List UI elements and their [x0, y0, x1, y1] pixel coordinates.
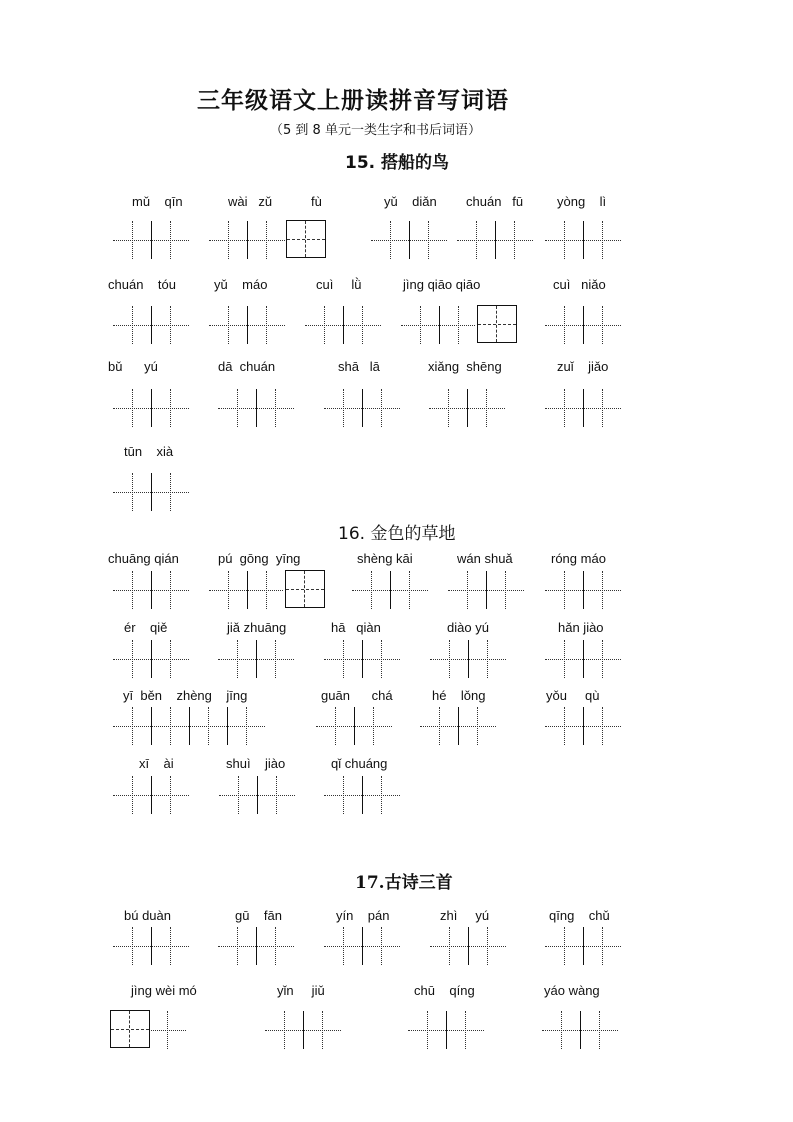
writing-grid[interactable]	[324, 389, 400, 427]
writing-grid[interactable]	[324, 640, 400, 678]
cell-separator	[458, 707, 459, 745]
character-cell[interactable]	[113, 571, 151, 609]
cell-separator	[189, 707, 190, 745]
character-cell[interactable]	[439, 306, 477, 344]
character-cell[interactable]	[429, 389, 467, 427]
writing-grid[interactable]	[113, 306, 189, 344]
writing-grid[interactable]	[401, 306, 515, 344]
writing-grid[interactable]	[316, 707, 392, 745]
character-cell[interactable]	[408, 1011, 446, 1049]
lesson-17-heading: 17.古诗三首	[355, 873, 453, 893]
character-cell[interactable]	[303, 1011, 341, 1049]
character-cell[interactable]	[583, 640, 621, 678]
writing-grid[interactable]	[420, 707, 496, 745]
writing-grid[interactable]	[545, 306, 621, 344]
writing-grid[interactable]	[113, 221, 189, 259]
character-cell[interactable]	[218, 389, 256, 427]
cell-separator	[151, 473, 152, 511]
character-cell[interactable]	[256, 927, 294, 965]
character-cell[interactable]	[545, 389, 583, 427]
cell-separator	[151, 640, 152, 678]
writing-grid[interactable]	[545, 389, 621, 427]
writing-grid[interactable]	[430, 640, 506, 678]
pinyin-label: mǔ qīn	[132, 194, 183, 209]
writing-grid[interactable]	[448, 571, 524, 609]
character-cell[interactable]	[468, 927, 506, 965]
writing-grid[interactable]	[352, 571, 428, 609]
cell-separator	[151, 927, 152, 965]
cell-separator	[495, 221, 496, 259]
writing-grid[interactable]	[219, 776, 295, 814]
character-cell[interactable]	[343, 306, 381, 344]
character-cell[interactable]	[545, 640, 583, 678]
pinyin-label: ér qiě	[124, 620, 168, 635]
writing-grid[interactable]	[429, 389, 505, 427]
pinyin-label: dā chuán	[218, 359, 276, 374]
cell-separator	[151, 571, 152, 609]
pinyin-label: chuán fū	[466, 194, 524, 209]
cell-separator	[583, 306, 584, 344]
character-cell[interactable]	[227, 707, 265, 745]
character-cell[interactable]	[113, 306, 151, 344]
pinyin-label: fù	[311, 194, 322, 209]
pinyin-label: wán shuǎ	[457, 551, 513, 566]
character-cell[interactable]	[113, 927, 151, 965]
character-cell[interactable]	[362, 776, 400, 814]
pinyin-label: chū qíng	[414, 983, 475, 998]
cell-separator	[362, 776, 363, 814]
character-cell[interactable]	[430, 927, 468, 965]
pinyin-label: yín pán	[336, 908, 390, 923]
pinyin-label: yǒu qù	[546, 688, 600, 703]
character-cell[interactable]	[113, 221, 151, 259]
character-cell[interactable]	[113, 776, 151, 814]
character-cell[interactable]	[257, 776, 295, 814]
cell-separator	[583, 707, 584, 745]
pinyin-label: cuì niǎo	[553, 277, 606, 292]
page-title: 三年级语文上册读拼音写词语	[197, 88, 509, 114]
character-cell[interactable]	[189, 707, 227, 745]
character-cell[interactable]	[446, 1011, 484, 1049]
character-cell[interactable]	[495, 221, 533, 259]
cell-separator	[468, 927, 469, 965]
pinyin-label: bú duàn	[124, 908, 171, 923]
cell-separator	[439, 306, 440, 344]
character-cell[interactable]	[458, 707, 496, 745]
character-cell[interactable]	[247, 221, 285, 259]
pinyin-label: yǔ diǎn	[384, 194, 437, 209]
character-cell[interactable]	[430, 640, 468, 678]
writing-grid[interactable]	[324, 776, 400, 814]
cell-separator	[362, 927, 363, 965]
character-cell[interactable]	[545, 221, 583, 259]
pinyin-label: hǎn jiào	[558, 620, 604, 635]
character-cell[interactable]	[151, 776, 189, 814]
character-cell[interactable]	[113, 473, 151, 511]
writing-grid[interactable]	[545, 927, 621, 965]
cell-separator	[256, 640, 257, 678]
character-cell[interactable]	[256, 640, 294, 678]
pinyin-label: shā lā	[338, 359, 380, 374]
character-cell[interactable]	[218, 927, 256, 965]
character-cell[interactable]	[151, 707, 189, 745]
writing-grid[interactable]	[113, 473, 189, 511]
character-cell[interactable]	[209, 306, 247, 344]
cell-separator	[583, 221, 584, 259]
character-cell[interactable]	[305, 306, 343, 344]
lesson-16-heading: 16. 金色的草地	[338, 524, 456, 544]
writing-grid[interactable]	[430, 927, 506, 965]
character-cell[interactable]	[468, 640, 506, 678]
character-cell[interactable]	[324, 927, 362, 965]
cell-separator	[151, 389, 152, 427]
boxed-character-cell[interactable]	[110, 1010, 150, 1048]
writing-grid[interactable]	[542, 1011, 618, 1049]
pinyin-label: guān chá	[321, 688, 393, 703]
cell-separator	[362, 640, 363, 678]
writing-grid[interactable]	[113, 389, 189, 427]
pinyin-label: jìng wèi mó	[131, 983, 197, 998]
pinyin-label: zuǐ jiǎo	[557, 359, 609, 374]
writing-grid[interactable]	[113, 776, 189, 814]
character-cell[interactable]	[324, 389, 362, 427]
writing-grid[interactable]	[218, 640, 294, 678]
writing-grid[interactable]	[113, 640, 189, 678]
pinyin-label: xī ài	[139, 756, 174, 771]
cell-separator	[247, 306, 248, 344]
cell-separator	[583, 571, 584, 609]
character-cell[interactable]	[371, 221, 409, 259]
pinyin-label: wài zǔ	[228, 194, 273, 209]
character-cell[interactable]	[583, 707, 621, 745]
writing-grid[interactable]	[545, 707, 621, 745]
writing-grid[interactable]	[113, 927, 189, 965]
pinyin-label: pú gōng yīng	[218, 551, 301, 566]
character-cell[interactable]	[362, 389, 400, 427]
character-cell[interactable]	[151, 571, 189, 609]
writing-grid[interactable]	[209, 571, 323, 609]
cell-separator	[362, 389, 363, 427]
character-cell[interactable]	[583, 221, 621, 259]
character-cell[interactable]	[151, 306, 189, 344]
character-cell[interactable]	[583, 571, 621, 609]
cell-separator	[227, 707, 228, 745]
character-cell[interactable]	[545, 306, 583, 344]
pinyin-label: diào yú	[447, 620, 489, 635]
character-cell[interactable]	[209, 571, 247, 609]
character-cell[interactable]	[583, 306, 621, 344]
pinyin-label: qīng chǔ	[549, 908, 610, 923]
writing-grid[interactable]	[545, 571, 621, 609]
character-cell[interactable]	[113, 707, 151, 745]
character-cell[interactable]	[409, 221, 447, 259]
writing-grid[interactable]	[408, 1011, 484, 1049]
pinyin-label: hā qiàn	[331, 620, 381, 635]
writing-grid[interactable]	[110, 1011, 186, 1049]
cell-separator	[390, 571, 391, 609]
pinyin-label: zhì yú	[440, 908, 490, 923]
cell-separator	[151, 776, 152, 814]
character-cell[interactable]	[401, 306, 439, 344]
pinyin-label: xiǎng shēng	[428, 359, 502, 374]
writing-grid[interactable]	[305, 306, 381, 344]
character-cell[interactable]	[113, 640, 151, 678]
character-cell[interactable]	[247, 306, 285, 344]
cell-separator	[468, 640, 469, 678]
writing-grid[interactable]	[324, 927, 400, 965]
character-cell[interactable]	[420, 707, 458, 745]
cell-separator	[257, 776, 258, 814]
cell-separator	[583, 640, 584, 678]
writing-grid[interactable]	[209, 306, 285, 344]
character-cell[interactable]	[362, 927, 400, 965]
cell-separator	[247, 221, 248, 259]
cell-separator	[354, 707, 355, 745]
boxed-character-cell[interactable]	[477, 305, 517, 343]
cell-separator	[583, 927, 584, 965]
character-cell[interactable]	[352, 571, 390, 609]
character-cell[interactable]	[580, 1011, 618, 1049]
pinyin-label: chuāng qián	[108, 551, 179, 566]
character-cell[interactable]	[151, 389, 189, 427]
character-cell[interactable]	[545, 707, 583, 745]
writing-grid[interactable]	[218, 389, 294, 427]
character-cell[interactable]	[209, 221, 247, 259]
cell-separator	[343, 306, 344, 344]
page-subtitle: （5 到 8 单元一类生字和书后词语）	[270, 123, 481, 138]
cell-separator	[446, 1011, 447, 1049]
cell-separator	[583, 389, 584, 427]
character-cell[interactable]	[583, 927, 621, 965]
character-cell[interactable]	[247, 571, 285, 609]
writing-grid[interactable]	[545, 221, 621, 259]
writing-grid[interactable]	[457, 221, 533, 259]
character-cell[interactable]	[448, 571, 486, 609]
pinyin-label: yī běn zhèng jīng	[123, 688, 248, 703]
pinyin-label: jiǎ zhuāng	[227, 620, 287, 635]
character-cell[interactable]	[148, 1011, 186, 1049]
pinyin-label: yòng lì	[557, 194, 607, 209]
character-cell[interactable]	[324, 640, 362, 678]
character-cell[interactable]	[219, 776, 257, 814]
character-cell[interactable]	[486, 571, 524, 609]
cell-separator	[151, 221, 152, 259]
cell-separator	[247, 571, 248, 609]
character-cell[interactable]	[151, 640, 189, 678]
cell-separator	[151, 306, 152, 344]
writing-grid[interactable]	[113, 707, 265, 745]
writing-grid[interactable]	[545, 640, 621, 678]
writing-grid[interactable]	[218, 927, 294, 965]
character-cell[interactable]	[545, 927, 583, 965]
character-cell[interactable]	[467, 389, 505, 427]
writing-grid[interactable]	[371, 221, 447, 259]
pinyin-label: yǐn jiǔ	[277, 983, 325, 998]
pinyin-label: tūn xià	[124, 444, 174, 459]
character-cell[interactable]	[324, 776, 362, 814]
pinyin-label: jìng qiāo qiāo	[403, 277, 481, 292]
character-cell[interactable]	[151, 221, 189, 259]
character-cell[interactable]	[113, 389, 151, 427]
cell-separator	[256, 389, 257, 427]
cell-separator	[151, 707, 152, 745]
pinyin-label: hé lǒng	[432, 688, 486, 703]
character-cell[interactable]	[265, 1011, 303, 1049]
pinyin-label: cuì lǜ	[316, 277, 362, 292]
cell-separator	[580, 1011, 581, 1049]
pinyin-label: qǐ chuáng	[331, 756, 388, 771]
character-cell[interactable]	[354, 707, 392, 745]
character-cell[interactable]	[583, 389, 621, 427]
cell-separator	[486, 571, 487, 609]
character-cell[interactable]	[218, 640, 256, 678]
lesson-15-heading: 15. 搭船的鸟	[345, 153, 450, 173]
pinyin-label: shuì jiào	[226, 756, 286, 771]
pinyin-label: yǔ máo	[214, 277, 268, 292]
boxed-character-cell[interactable]	[286, 220, 326, 258]
pinyin-label: róng máo	[551, 551, 606, 566]
cell-separator	[303, 1011, 304, 1049]
character-cell[interactable]	[256, 389, 294, 427]
writing-grid[interactable]	[209, 221, 285, 259]
character-cell[interactable]	[151, 473, 189, 511]
pinyin-label: chuán tóu	[108, 277, 176, 292]
character-cell[interactable]	[362, 640, 400, 678]
boxed-character-cell[interactable]	[285, 570, 325, 608]
cell-separator	[467, 389, 468, 427]
character-cell[interactable]	[457, 221, 495, 259]
cell-separator	[256, 927, 257, 965]
pinyin-label: gū fān	[235, 908, 282, 923]
writing-grid[interactable]	[265, 1011, 341, 1049]
character-cell[interactable]	[390, 571, 428, 609]
character-cell[interactable]	[542, 1011, 580, 1049]
character-cell[interactable]	[316, 707, 354, 745]
pinyin-label: shèng kāi	[357, 551, 413, 566]
character-cell[interactable]	[151, 927, 189, 965]
cell-separator	[409, 221, 410, 259]
writing-grid[interactable]	[113, 571, 189, 609]
character-cell[interactable]	[545, 571, 583, 609]
pinyin-label: yáo wàng	[544, 983, 600, 998]
pinyin-label: bǔ yú	[108, 359, 158, 374]
writing-grid[interactable]	[286, 221, 324, 259]
